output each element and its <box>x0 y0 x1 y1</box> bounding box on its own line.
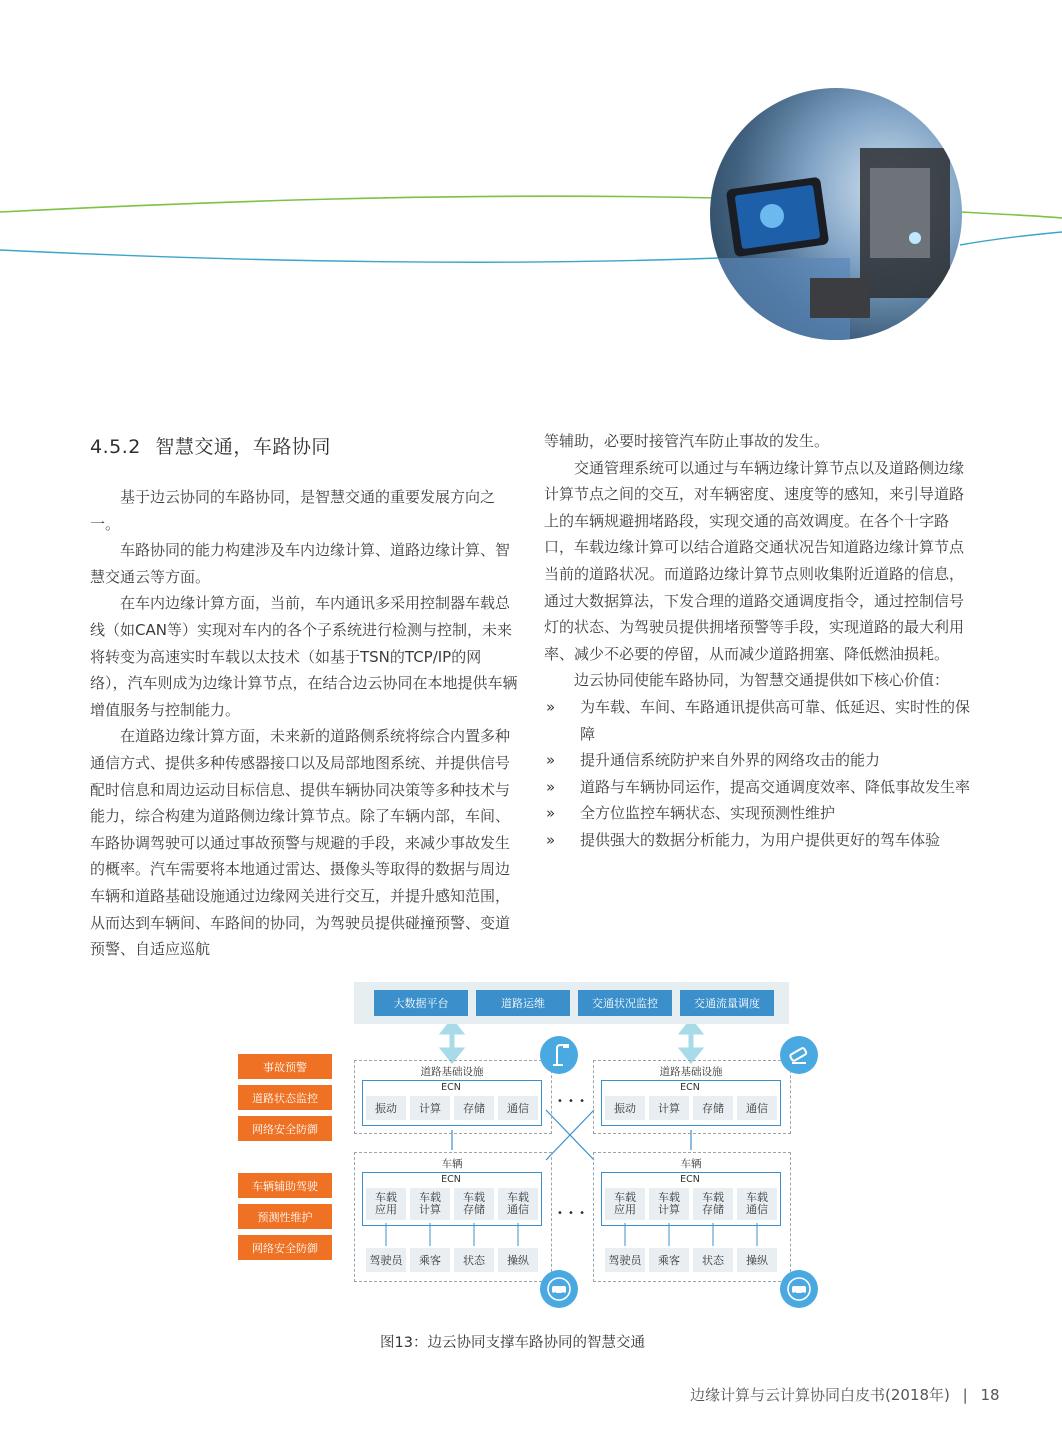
paragraph: 基于边云协同的车路协同，是智慧交通的重要发展方向之一。 <box>90 488 496 533</box>
photo-illustration <box>710 88 962 340</box>
bullet-mark: » <box>546 830 556 849</box>
vehicle-item: 车载 计算 <box>649 1188 689 1220</box>
vehicle-item: 车载 应用 <box>366 1188 406 1220</box>
vehicle-item: 车载 应用 <box>605 1188 645 1220</box>
footer-title: 边缘计算与云计算协同白皮书(2018年) <box>690 1386 950 1404</box>
list-item <box>544 747 972 774</box>
vehicle-input: 驾驶员 <box>605 1248 645 1272</box>
road-item: 存储 <box>454 1096 494 1120</box>
ecn-label: ECN <box>680 1082 700 1093</box>
right-text-column <box>544 428 972 854</box>
bullet-mark: » <box>546 777 556 796</box>
section-title: 智慧交通，车路协同 <box>155 436 331 458</box>
bullet-text: 为车载、车间、车路通讯提供高可靠、低延迟、实时性的保障 <box>580 697 971 743</box>
road-title: 道路基础设施 <box>659 1066 723 1078</box>
list-item <box>544 694 972 747</box>
footer-separator: | <box>962 1386 968 1404</box>
left-text-column <box>90 484 518 963</box>
list-item <box>544 827 972 854</box>
road-item: 振动 <box>366 1096 406 1120</box>
vehicle-input: 驾驶员 <box>366 1248 406 1272</box>
streetlight-icon <box>540 1036 578 1074</box>
paragraph: 在车内边缘计算方面，当前，车内通讯多采用控制器车载总线（如CAN等）实现对车内的各个子系统进行检测与控制，未来将转变为高速实时车载以太技术（如基于TSN的TCP/IP的网络），汽车则成为边缘计算节点，在结合边云协同在本地提供车辆增值服务与控制能力。 <box>90 594 518 719</box>
section-number: 4.5.2 <box>90 436 141 458</box>
car-icon <box>540 1270 578 1308</box>
function-tag: 道路状态监控 <box>238 1085 332 1110</box>
function-tag: 车辆辅助驾驶 <box>238 1173 332 1198</box>
road-title: 道路基础设施 <box>420 1066 484 1078</box>
cloud-item: 大数据平台 <box>374 990 468 1016</box>
vehicle-input: 乘客 <box>649 1248 689 1272</box>
bullet-text: 全方位监控车辆状态、实现预测性维护 <box>580 804 836 823</box>
vehicle-title: 车辆 <box>441 1158 463 1170</box>
bullet-mark: » <box>546 697 556 716</box>
ecn-label: ECN <box>441 1174 461 1185</box>
page-number: 18 <box>980 1386 1000 1404</box>
function-tag: 预测性维护 <box>238 1204 332 1229</box>
edge-cloud-traffic-diagram <box>236 980 828 1310</box>
road-item: 存储 <box>693 1096 733 1120</box>
bullet-text: 道路与车辆协同运作，提高交通调度效率、降低事故发生率 <box>580 777 971 796</box>
paragraph: 边云协同使能车路协同，为智慧交通提供如下核心价值： <box>574 671 950 690</box>
vehicle-item: 车载 存储 <box>693 1188 733 1220</box>
header-photo-robot-tablet <box>710 88 962 340</box>
cloud-item: 道路运维 <box>476 990 570 1016</box>
section-heading <box>90 432 331 459</box>
function-tag: 网络安全防御 <box>238 1235 332 1260</box>
paragraph: 车路协同的能力构建涉及车内边缘计算、道路边缘计算、智慧交通云等方面。 <box>90 541 511 586</box>
vehicle-item: 车载 通信 <box>498 1188 538 1220</box>
road-item: 计算 <box>410 1096 450 1120</box>
vehicle-title: 车辆 <box>680 1158 702 1170</box>
vehicle-input: 操纵 <box>498 1248 538 1272</box>
function-tag: 网络安全防御 <box>238 1116 332 1141</box>
vehicle-input: 乘客 <box>410 1248 450 1272</box>
road-item: 振动 <box>605 1096 645 1120</box>
paragraph-continuation: 等辅助，必要时接管汽车防止事故的发生。 <box>544 432 830 450</box>
ellipsis: • • • <box>556 1096 587 1107</box>
paragraph: 交通管理系统可以通过与车辆边缘计算节点以及道路侧边缘计算节点之间的交互，对车辆密度、速度等的感知，来引导道路上的车辆规避拥堵路段，实现交通的高效调度。在各个十字路口，车载边缘计算可以结合道路交通状况告知道路边缘计算节点当前的道路状况。而道路边缘计算节点则收集附近道路的信息，通过大数据算法，下发合理的道路交通调度指令，通过控制信号灯的状态、为驾驶员提供拥堵预警等手段，实现道路的最大利用率、减少不必要的停留，从而减少道路拥塞、降低燃油损耗。 <box>544 458 965 663</box>
vehicle-item: 车载 存储 <box>454 1188 494 1220</box>
value-bullet-list <box>544 694 972 854</box>
cloud-item: 交通状况监控 <box>578 990 672 1016</box>
ecn-label: ECN <box>680 1174 700 1185</box>
vehicle-input: 操纵 <box>737 1248 777 1272</box>
camera-road-icon <box>780 1036 818 1074</box>
function-tag: 事故预警 <box>238 1054 332 1079</box>
cloud-item: 交通流量调度 <box>680 990 774 1016</box>
bullet-mark: » <box>546 804 556 823</box>
ellipsis: • • • <box>556 1208 587 1219</box>
list-item <box>544 774 972 801</box>
page-footer <box>690 1384 1000 1405</box>
vehicle-item: 车载 计算 <box>410 1188 450 1220</box>
bullet-text: 提升通信系统防护来自外界的网络攻击的能力 <box>580 751 881 770</box>
figure-caption: 图13：边云协同支撑车路协同的智慧交通 <box>380 1335 645 1351</box>
ecn-label: ECN <box>441 1082 461 1093</box>
paragraph: 在道路边缘计算方面，未来新的道路侧系统将综合内置多种通信方式、提供多种传感器接口以及局部地图系统、并提供信号配时信息和周边运动目标信息、提供车辆协同决策等多种技术与能力，综合构建为道路侧边缘计算节点。除了车辆内部，车间、车路协调驾驶可以通过事故预警与规避的手段，来减少事故发生的概率。汽车需要将本地通过雷达、摄像头等取得的数据与周边车辆和道路基础设施通过边缘网关进行交互，并提升感知范围，从而达到车辆间、车路间的协同，为驾驶员提供碰撞预警、变道预警、自适应巡航 <box>90 727 511 959</box>
bullet-text: 提供强大的数据分析能力，为用户提供更好的驾车体验 <box>580 830 941 849</box>
road-item: 通信 <box>737 1096 777 1120</box>
road-item: 计算 <box>649 1096 689 1120</box>
vehicle-input: 状态 <box>693 1248 733 1272</box>
list-item <box>544 800 972 827</box>
bullet-mark: » <box>546 751 556 770</box>
car-icon <box>780 1270 818 1308</box>
vehicle-item: 车载 通信 <box>737 1188 777 1220</box>
road-item: 通信 <box>498 1096 538 1120</box>
vehicle-input: 状态 <box>454 1248 494 1272</box>
